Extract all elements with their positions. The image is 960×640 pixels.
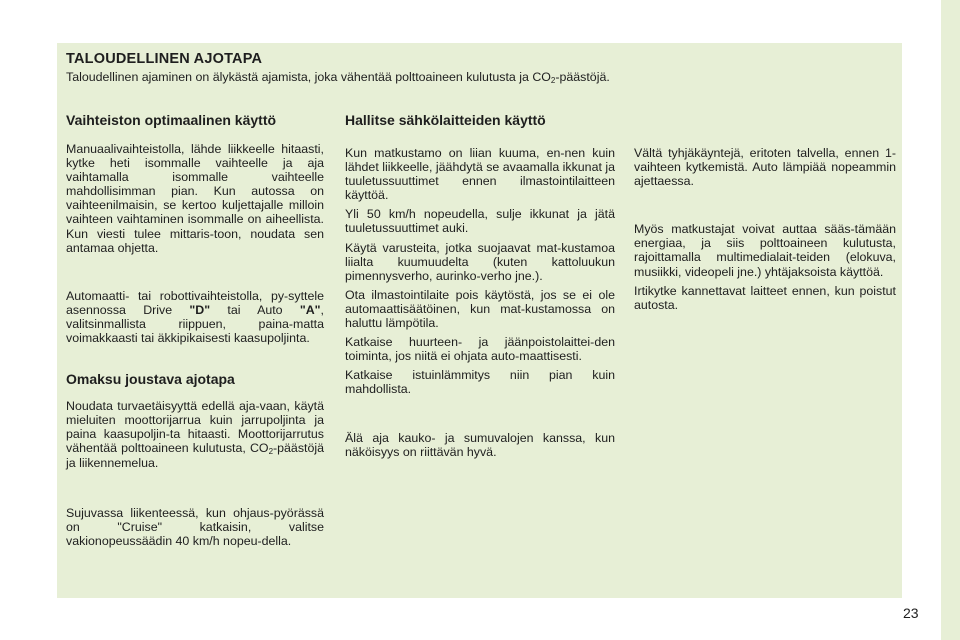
- auto-before: Automaatti- tai robottivaihteistolla, py-syttele asennossa Drive: [66, 288, 324, 317]
- auto-mid: tai Auto: [210, 302, 300, 317]
- page-title: TALOUDELLINEN AJOTAPA: [66, 51, 263, 67]
- electrical-text-7: Älä aja kauko- ja sumuvalojen kanssa, kun näköisyys on riittävän hyvä.: [345, 430, 615, 459]
- electrical-heading: Hallitse sähkölaitteiden käyttö: [345, 112, 546, 128]
- page-edge-tab: [941, 0, 960, 640]
- electrical-text-5: Katkaise huurteen- ja jäänpoistolaittei-den toiminta, jos niitä ei ohjata auto-maattisesti.: [345, 335, 615, 364]
- electrical-text-4: Ota ilmastointilaite pois käytöstä, jos se ei ole automaattisäätöinen, kun mat-kustamossa on haluttu lämpötila.: [345, 287, 615, 331]
- smooth-before: Noudata turvaetäisyyttä edellä aja-vaan, käytä mieluiten moottorijarrua kuin jarrupoljinta ja paina kaasupoljin-ta hitaasti. Moottorijarrutus vähentää polttoaineen kulutusta, CO: [66, 399, 324, 456]
- gearbox-heading: Vaihteiston optimaalinen käyttö: [66, 112, 277, 128]
- column-left: [66, 112, 324, 548]
- smooth-text-1: [66, 399, 324, 469]
- gearbox-auto-text: [66, 289, 324, 345]
- idle-text: Vältä tyhjäkäyntejä, eritoten talvella, ennen 1-vaihteen kytkemistä. Auto lämpiää nopeammin ajettaessa.: [634, 146, 896, 189]
- column-middle: [345, 112, 615, 459]
- gearbox-manual-text: Manuaalivaihteistolla, lähde liikkeelle hitaasti, kytke heti isommalle vaihteelle ja aja vaihtamalla isommalle vaihteelle mahdollisimman pian. Kun autossa on vaihteenilmaisin, se kertoo kuljettajalle milloin vaihteen vaihtaminen isommalle on aiheellista. Kun viesti tulee mittaris-toon, noudata sen antamaa ohjetta.: [66, 142, 324, 255]
- page-number: 23: [903, 605, 919, 621]
- electrical-text-6: Katkaise istuinlämmitys niin pian kuin mahdollista.: [345, 368, 615, 397]
- intro-after: -päästöjä.: [555, 70, 610, 84]
- column-right: [634, 146, 896, 312]
- smooth-heading: Omaksu joustava ajotapa: [66, 371, 235, 388]
- smooth-text-2: Sujuvassa liikenteessä, kun ohjaus-pyörässä on "Cruise" katkaisin, valitse vakionopeussäädin 40 km/h nopeu-della.: [66, 505, 324, 548]
- auto-after: , valitsinmallista riippuen, paina-matta voimakkaasti tai äkkipikaisesti kaasupoljinta.: [66, 302, 324, 346]
- intro-before: Taloudellinen ajaminen on älykästä ajamista, joka vähentää polttoaineen kulutusta ja CO: [66, 70, 551, 84]
- electrical-text-1: Kun matkustamo on liian kuuma, en-nen kuin lähdet liikkeelle, jäähdytä se avaamalla ikkunat ja tuuletussuuttimet ennen ilmastointilaitteen käyttöä.: [345, 146, 615, 203]
- electrical-text-3: Käytä varusteita, jotka suojaavat mat-kustamoa liialta kuumuudelta (kuten kattoluukun pimennysverho, aurinko-verho jne.).: [345, 240, 615, 283]
- smooth-subscript: 2: [268, 447, 274, 457]
- intro-subscript: 2: [550, 76, 556, 85]
- smooth-after: -päästöjä ja liikennemelua.: [66, 441, 324, 470]
- electrical-text-2: Yli 50 km/h nopeudella, sulje ikkunat ja jätä tuuletussuuttimet auki.: [345, 207, 615, 236]
- intro-text: [66, 70, 610, 84]
- auto-label: "A": [299, 302, 321, 317]
- unplug-text: Irtikytke kannettavat laitteet ennen, kun poistut autosta.: [634, 283, 896, 312]
- drive-label: "D": [189, 302, 211, 317]
- passengers-text: Myös matkustajat voivat auttaa sääs-tämään energiaa, ja siis polttoaineen kulutusta, rajoittamalla multimedialait-teiden (elokuva, musiikki, videopeli jne.) yhtäjaksoista käyttöä.: [634, 222, 896, 279]
